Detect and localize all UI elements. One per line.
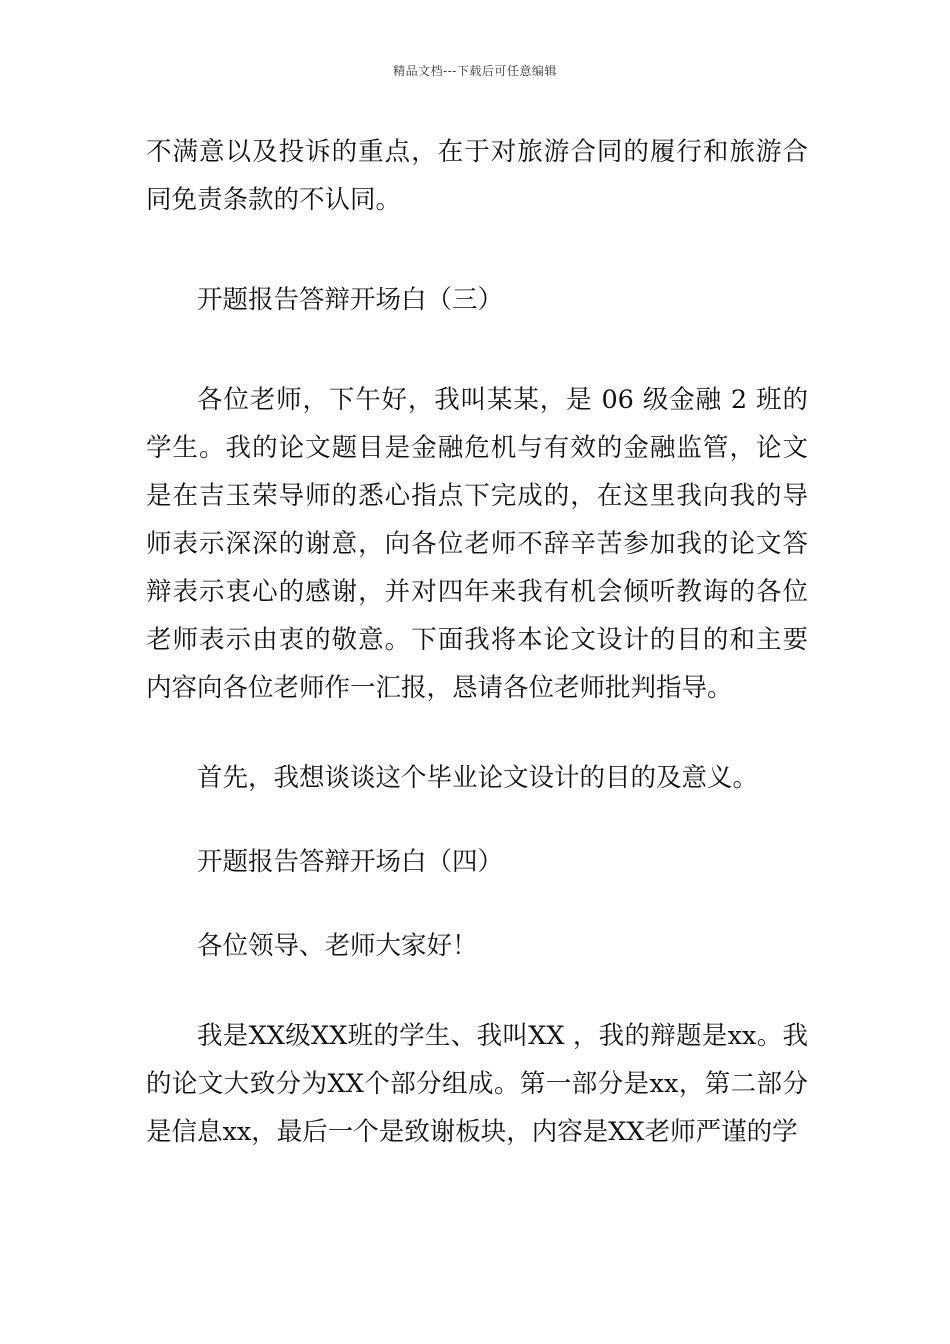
paragraph-purpose: 首先，我想谈谈这个毕业论文设计的目的及意义。 (197, 763, 759, 793)
paragraph-continuation: 不满意以及投诉的重点，在于对旅游合同的履行和旅游合同免责条款的不认同。 (146, 137, 808, 215)
document-body (146, 128, 808, 1156)
paragraph-greeting: 各位领导、老师大家好！ (197, 931, 478, 961)
paragraph-introduction: 我是XX级XX班的学生、我叫XX ，我的辩题是xx。我的论文大致分为XX个部分组成。第一部分是xx，第二部分是信息xx，最后一个是致谢板块，内容是XX老师严谨的学 (146, 1021, 808, 1147)
page-header: 精品文档---下载后可任意编辑 (393, 64, 557, 78)
paragraph-opening-speech: 各位老师，下午好，我叫某某，是 06 级金融 2 班的学生。我的论文题目是金融危机与有效的金融监管，论文是在吉玉荣导师的悉心指点下完成的，在这里我向我的导师表示深深的谢意，向各位老师不辞辛苦参加我的论文答辩表示衷心的感谢，并对四年来我有机会倾听教诲的各位老师表示由衷的敬意。下面我将本论文设计的目的和主要内容向各位老师作一汇报，恳请各位老师批判指导。 (146, 385, 808, 703)
section-heading-three: 开题报告答辩开场白（三） (197, 285, 504, 315)
section-heading-four: 开题报告答辩开场白（四） (197, 847, 504, 877)
